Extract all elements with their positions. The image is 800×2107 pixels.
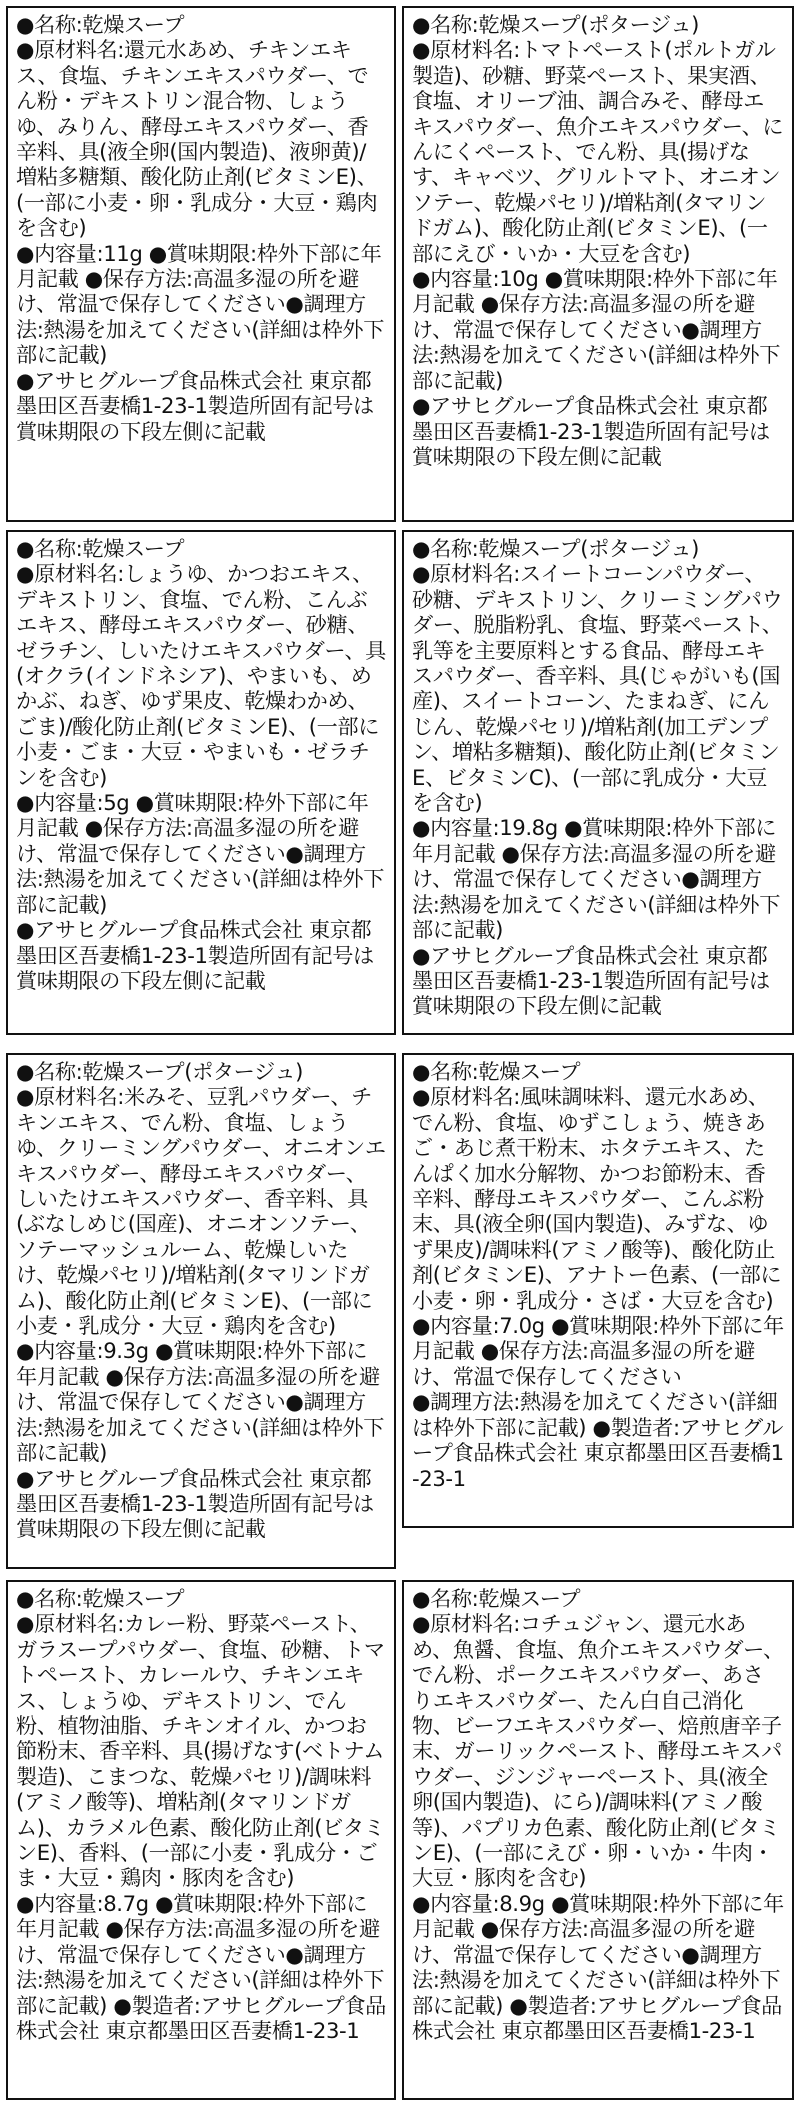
product-name-line: ●名称:乾燥スープ(ポタージュ) bbox=[412, 12, 700, 37]
product-name-line: ●名称:乾燥スープ bbox=[412, 1586, 581, 1611]
product-name-line: ●名称:乾燥スープ(ポタージュ) bbox=[412, 536, 700, 561]
ingredients-line: ●原材料名:風味調味料、還元水あめ、でん粉、食塩、ゆずこしょう、焼きあご・あじ煮干粉末、ホタテエキス、たんぱく加水分解物、かつお節粉末、香辛料、酵母エキスパウダー、こんぶ粉末、具(液全卵(国内製造)、みずな、ゆず果皮)/調味料(アミノ酸等)、酸化防止剤(ビタミンE)、アナトー色素、(一部に小麦・卵・乳成分・さば・大豆を含む) bbox=[412, 1084, 782, 1313]
ingredients-line: ●原材料名:トマトペースト(ポルトガル製造)、砂糖、野菜ペースト、果実酒、食塩、オリーブ油、調合みそ、酵母エキスパウダー、魚介エキスパウダー、にんにくペースト、でん粉、具(揚げなす、キャベツ、グリルトマト、オニオンソテー、乾燥パセリ)/増粘剤(タマリンドガム)、酸化防止剤(ビタミンE)、(一部にえび・いか・大豆を含む) bbox=[412, 37, 784, 266]
content-storage-line: ●内容量:11g ●賞味期限:枠外下部に年月記載 ●保存方法:高温多湿の所を避け、常温で保存してください●調理方法:熱湯を加えてください(詳細は枠外下部に記載) bbox=[16, 240, 384, 368]
ingredients-line: ●原材料名:米みそ、豆乳パウダー、チキンエキス、でん粉、食塩、しょうゆ、クリーミングパウダー、オニオンエキスパウダー、酵母エキスパウダー、しいたけエキスパウダー、香辛料、具(ぶなしめじ(国産)、オニオンソテー、ソテーマッシュルーム、乾燥しいたけ、乾燥パセリ)/増粘剤(タマリンドガム)、酸化防止剤(ビタミンE)、(一部に小麦・乳成分・大豆・鶏肉を含む) bbox=[16, 1084, 386, 1339]
product-name-line: ●名称:乾燥スープ bbox=[16, 536, 185, 561]
product-label-4 bbox=[402, 530, 794, 1035]
product-label-1 bbox=[6, 6, 396, 522]
product-label-6 bbox=[402, 1053, 794, 1528]
product-label-3 bbox=[6, 530, 396, 1035]
manufacturer-line: ●アサヒグループ食品株式会社 東京都墨田区吾妻橋1-23-1製造所固有記号は賞味期限の下段左側に記載 bbox=[412, 942, 770, 1019]
ingredients-line: ●原材料名:カレー粉、野菜ペースト、ガラスープパウダー、食塩、砂糖、トマトペースト、カレールウ、チキンエキス、しょうゆ、デキストリン、でん粉、植物油脂、チキンオイル、かつお節粉末、香辛料、具(揚げなす(ベトナム製造)、こまつな、乾燥パセリ)/調味料(アミノ酸等)、増粘剤(タマリンドガム)、カラメル色素、酸化防止剤(ビタミンE)、香料、(一部に小麦・乳成分・ごま・大豆・鶏肉・豚肉を含む) bbox=[16, 1611, 385, 1891]
manufacturer-line: ●アサヒグループ食品株式会社 東京都墨田区吾妻橋1-23-1製造所固有記号は賞味期限の下段左側に記載 bbox=[16, 1465, 374, 1542]
ingredients-line: ●原材料名:還元水あめ、チキンエキス、食塩、チキンエキスパウダー、でん粉・デキストリン混合物、しょうゆ、みりん、酵母エキスパウダー、香辛料、具(液全卵(国内製造)、液卵黄)/増粘多糖類、酸化防止剤(ビタミンE)、(一部に小麦・卵・乳成分・大豆・鶏肉を含む) bbox=[16, 37, 378, 241]
product-label-7 bbox=[6, 1580, 396, 2100]
product-name-line: ●名称:乾燥スープ bbox=[16, 12, 185, 37]
ingredients-line: ●原材料名:スイートコーンパウダー、砂糖、デキストリン、クリーミングパウダー、脱脂粉乳、食塩、野菜ペースト、乳等を主要原料とする食品、酵母エキスパウダー、香辛料、具(じゃがいも(国産)、スイートコーン、たまねぎ、にんじん、乾燥パセリ)/増粘剤(加工デンプン、増粘多糖類)、酸化防止剤(ビタミンE、ビタミンC)、(一部に乳成分・大豆を含む) bbox=[412, 561, 783, 816]
ingredients-line: ●原材料名:コチュジャン、還元水あめ、魚醤、食塩、魚介エキスパウダー、でん粉、ポークエキスパウダー、あさりエキスパウダー、たん白自己消化物、ビーフエキスパウダー、焙煎唐辛子末、ガーリックペースト、酵母エキスパウダー、ジンジャーペースト、具(液全卵(国内製造)、にら)/調味料(アミノ酸等)、パプリカ色素、酸化防止剤(ビタミンE)、(一部にえび・卵・いか・牛肉・大豆・豚肉を含む) bbox=[412, 1611, 784, 1891]
product-label-2 bbox=[402, 6, 794, 522]
manufacturer-line: ●調理方法:熱湯を加えてください(詳細は枠外下部に記載) ●製造者:アサヒグループ食品株式会社 東京都墨田区吾妻橋1-23-1 bbox=[412, 1389, 784, 1491]
content-storage-manufacturer-line: ●内容量:8.7g ●賞味期限:枠外下部に年月記載 ●保存方法:高温多湿の所を避け、常温で保存してください●調理方法:熱湯を加えてください(詳細は枠外下部に記載) ●製造者:アサヒグループ食品株式会社 東京都墨田区吾妻橋1-23-1 bbox=[16, 1890, 386, 2043]
content-storage-manufacturer-line: ●内容量:8.9g ●賞味期限:枠外下部に年月記載 ●保存方法:高温多湿の所を避け、常温で保存してください●調理方法:熱湯を加えてください(詳細は枠外下部に記載) ●製造者:アサヒグループ食品株式会社 東京都墨田区吾妻橋1-23-1 bbox=[412, 1890, 784, 2043]
content-storage-line: ●内容量:7.0g ●賞味期限:枠外下部に年月記載 ●保存方法:高温多湿の所を避け、常温で保存してください bbox=[412, 1313, 784, 1389]
content-storage-line: ●内容量:5g ●賞味期限:枠外下部に年月記載 ●保存方法:高温多湿の所を避け、常温で保存してください●調理方法:熱湯を加えてください(詳細は枠外下部に記載) bbox=[16, 790, 384, 917]
ingredients-line: ●原材料名:しょうゆ、かつおエキス、デキストリン、食塩、でん粉、こんぶエキス、酵母エキスパウダー、砂糖、ゼラチン、しいたけエキスパウダー、具(オクラ(インドネシア)、やまいも、めかぶ、ねぎ、ゆず果皮、乾燥わかめ、ごま)/酸化防止剤(ビタミンE)、(一部に小麦・ごま・大豆・やまいも・ゼラチンを含む) bbox=[16, 561, 386, 790]
product-label-8 bbox=[402, 1580, 794, 2100]
content-storage-line: ●内容量:9.3g ●賞味期限:枠外下部に年月記載 ●保存方法:高温多湿の所を避け、常温で保存してください●調理方法:熱湯を加えてください(詳細は枠外下部に記載) bbox=[16, 1338, 384, 1466]
product-name-line: ●名称:乾燥スープ(ポタージュ) bbox=[16, 1059, 304, 1084]
product-label-5 bbox=[6, 1053, 396, 1569]
manufacturer-line: ●アサヒグループ食品株式会社 東京都墨田区吾妻橋1-23-1製造所固有記号は賞味期限の下段左側に記載 bbox=[16, 917, 374, 993]
product-name-line: ●名称:乾燥スープ bbox=[16, 1586, 185, 1611]
manufacturer-line: ●アサヒグループ食品株式会社 東京都墨田区吾妻橋1-23-1製造所固有記号は賞味期限の下段左側に記載 bbox=[412, 393, 770, 469]
manufacturer-line: ●アサヒグループ食品株式会社 東京都墨田区吾妻橋1-23-1製造所固有記号は賞味期限の下段左側に記載 bbox=[16, 367, 374, 444]
content-storage-line: ●内容量:10g ●賞味期限:枠外下部に年月記載 ●保存方法:高温多湿の所を避け、常温で保存してください●調理方法:熱湯を加えてください(詳細は枠外下部に記載) bbox=[412, 266, 780, 393]
product-name-line: ●名称:乾燥スープ bbox=[412, 1059, 581, 1084]
content-storage-line: ●内容量:19.8g ●賞味期限:枠外下部に年月記載 ●保存方法:高温多湿の所を避け、常温で保存してください●調理方法:熱湯を加えてください(詳細は枠外下部に記載) bbox=[412, 815, 780, 943]
